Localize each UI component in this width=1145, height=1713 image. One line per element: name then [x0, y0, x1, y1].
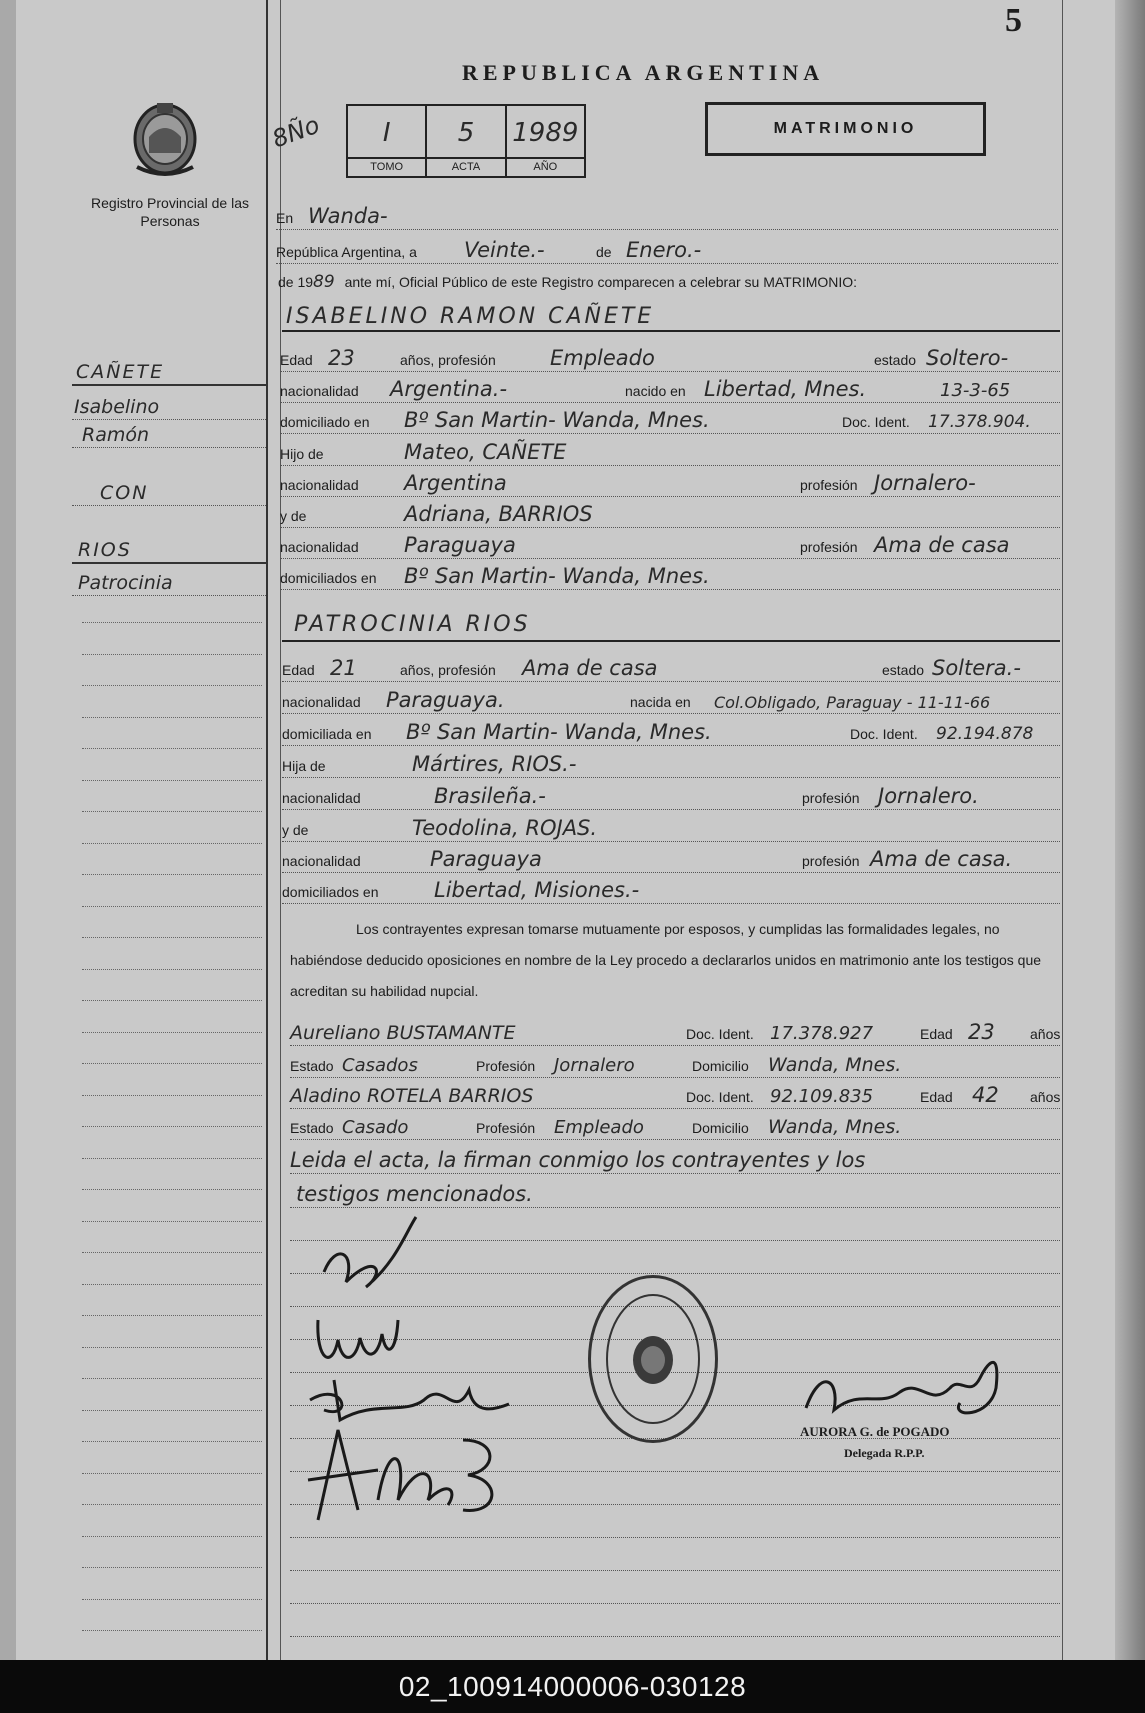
page-right-edge [1115, 0, 1145, 1660]
closing-text-2: testigos mencionados. [296, 1182, 533, 1206]
bride-doc: 92.194.878 [936, 724, 1034, 744]
margin-con-line [72, 472, 266, 506]
bride-mother-profession: Ama de casa. [870, 847, 1013, 871]
ano-cell [507, 106, 584, 176]
margin-ruled-line [82, 685, 262, 686]
margin-ruled-line [82, 969, 262, 970]
witness-2-doc: 92.109.835 [770, 1086, 874, 1107]
bride-profession-label: años, profesión [400, 662, 496, 678]
groom-mother-nat-label: nacionalidad [280, 539, 359, 555]
bride-full-name: PATROCINIA RIOS [294, 612, 531, 637]
witness-1-line [290, 1012, 1060, 1046]
witness-2-line [290, 1075, 1060, 1109]
right-border-line [1062, 0, 1063, 1660]
groom-birthplace: Libertad, Mnes. [704, 377, 867, 401]
declaration-text: Los contrayentes expresan tomarse mutuamente por esposos, y cumplidas las formalidades legales, no habiéndose deducido oposiciones en nombre de la Ley procedo a declararlos unidos en matrimonio ante los testigos que acreditan su habilidad nupcial. [290, 921, 1042, 999]
groom-father-profession: Jornalero- [874, 471, 976, 495]
bride-parents-address: Libertad, Misiones.- [434, 878, 640, 902]
bride-father-line [282, 744, 1060, 778]
bride-mother-prof-label: profesión [802, 853, 860, 869]
official-stamp [588, 1275, 718, 1443]
bride-father: Mártires, RIOS.- [412, 752, 577, 776]
margin-ruled-line [82, 1126, 262, 1127]
margin-bride-surname: RIOS [78, 539, 132, 561]
margin-groom-surname: CAÑETE [76, 361, 165, 383]
bride-father-nat-label: nacionalidad [282, 790, 361, 806]
margin-ruled-line [82, 1504, 262, 1505]
groom-father-nat-label: nacionalidad [280, 477, 359, 493]
groom-doc: 17.378.904. [928, 412, 1031, 432]
closing-line-2 [290, 1174, 1060, 1208]
day-value: Veinte.- [464, 238, 545, 262]
witness-1-address-label: Domicilio [692, 1058, 749, 1074]
groom-nationality: Argentina.- [390, 377, 508, 401]
signature-4 [288, 1420, 508, 1530]
witness-1-age-label: Edad [920, 1026, 953, 1042]
margin-ruled-line [82, 937, 262, 938]
margin-groom-surname-line [72, 352, 266, 386]
bride-parents-address-label: domiciliados en [282, 884, 379, 900]
bride-mother-nat-label: nacionalidad [282, 853, 361, 869]
groom-parents-address-line [280, 556, 1060, 590]
margin-ruled-line [82, 1032, 262, 1033]
margin-ruled-line [82, 1158, 262, 1159]
witness-1-profession: Jornalero [554, 1055, 635, 1076]
groom-address-label: domiciliado en [280, 414, 370, 430]
year-prefix: de 19 [278, 274, 314, 290]
margin-bride-surname-line [72, 530, 266, 564]
bride-father-nat-line [282, 776, 1060, 810]
margin-groom-first: Isabelino [74, 396, 160, 418]
witness-1-status-label: Estado [290, 1058, 334, 1074]
margin-ruled-line [82, 1347, 262, 1348]
bride-father-profession: Jornalero. [878, 784, 979, 808]
margin-ruled-line [82, 1441, 262, 1442]
acta-cell [427, 106, 506, 176]
bride-nationality-line [282, 680, 1060, 714]
bride-mother-nat-line [282, 839, 1060, 873]
margin-ruled-line [82, 1315, 262, 1316]
margin-ruled-line [82, 748, 262, 749]
groom-age: 23 [328, 346, 355, 370]
margin-bride-first: Patrocinia [78, 572, 173, 594]
place-value: Wanda- [308, 204, 388, 228]
witness-1-doc: 17.378.927 [770, 1023, 874, 1044]
place-line [276, 196, 1058, 230]
year-suffix: 89 [313, 272, 335, 292]
margin-ruled-line [82, 622, 262, 623]
page-number: 5 [1005, 2, 1022, 39]
witness-1-status: Casados [342, 1055, 418, 1076]
margin-ruled-line [82, 811, 262, 812]
bride-address: Bº San Martin- Wanda, Mnes. [406, 720, 712, 744]
margin-ruled-line [82, 780, 262, 781]
bride-status: Soltera.- [932, 656, 1021, 680]
record-index-box [346, 104, 586, 178]
margin-ruled-line [82, 654, 262, 655]
groom-father-line [280, 432, 1060, 466]
groom-mother-label: y de [280, 508, 307, 524]
margin-ruled-line [82, 1095, 262, 1096]
witness-1-prof-label: Profesión [476, 1058, 536, 1074]
bride-father-nationality: Brasileña.- [434, 784, 546, 808]
witness-2-name: Aladino ROTELA BARRIOS [290, 1085, 534, 1107]
margin-ruled-line [82, 1000, 262, 1001]
witness-2-prof-label: Profesión [476, 1120, 536, 1136]
margin-ruled-line [82, 1473, 262, 1474]
bride-age-line [282, 648, 1060, 682]
record-type-box: MATRIMONIO [705, 102, 986, 156]
margin-bride-first-line [72, 562, 266, 596]
ano-label: AÑO [507, 157, 584, 176]
witness-1-details-line [290, 1044, 1060, 1078]
margin-ruled-line [82, 1221, 262, 1222]
groom-age-label: Edad [280, 352, 313, 368]
groom-born-label: nacido en [625, 383, 686, 399]
witness-2-status: Casado [342, 1117, 409, 1138]
groom-full-name: ISABELINO RAMON CAÑETE [286, 304, 655, 329]
witness-1-years-label: años [1030, 1026, 1061, 1042]
month-value: Enero.- [626, 238, 702, 262]
bride-birthplace: Col.Obligado, Paraguay - 11-11-66 [714, 693, 991, 712]
year-line [278, 272, 857, 292]
bride-age-label: Edad [282, 662, 315, 678]
groom-mother-nationality: Paraguaya [404, 533, 516, 557]
margin-divider [266, 0, 268, 1660]
registry-name: Registro Provincial de las Personas [91, 195, 249, 229]
acta-value: 5 [457, 118, 475, 148]
ruled-line [290, 1537, 1060, 1538]
groom-parents-address: Bº San Martin- Wanda, Mnes. [404, 564, 710, 588]
witness-1-age: 23 [968, 1020, 995, 1044]
coat-of-arms-icon [127, 97, 203, 179]
groom-parents-address-label: domiciliados en [280, 570, 377, 586]
bride-father-prof-label: profesión [802, 790, 860, 806]
groom-mother-profession: Ama de casa [874, 533, 1010, 557]
bride-mother: Teodolina, ROJAS. [412, 816, 598, 840]
scan-id-bar: 02_100914000006-030128 [0, 1660, 1145, 1713]
ano-value: 1989 [512, 118, 579, 148]
official-name: AURORA G. de POGADO [800, 1424, 950, 1439]
ruled-line [290, 1636, 1060, 1637]
margin-ruled-line [82, 717, 262, 718]
groom-status-label: estado [874, 352, 917, 368]
bride-profession: Ama de casa [522, 656, 658, 680]
margin-ruled-line [82, 1410, 262, 1411]
groom-mother-prof-label: profesión [800, 539, 858, 555]
groom-birthdate: 13-3-65 [940, 380, 1011, 401]
groom-divider [282, 330, 1060, 332]
groom-age-line [280, 338, 1060, 372]
document-title: REPUBLICA ARGENTINA [462, 60, 825, 85]
witness-2-address-label: Domicilio [692, 1120, 749, 1136]
margin-ruled-line [82, 843, 262, 844]
margin-ruled-line [82, 906, 262, 907]
groom-mother-line [280, 494, 1060, 528]
intro-text: ante mí, Oficial Público de este Registro comparecen a celebrar su MATRIMONIO: [344, 274, 858, 290]
groom-father-nationality: Argentina [404, 471, 507, 495]
witness-2-status-label: Estado [290, 1120, 334, 1136]
groom-name-line [276, 296, 1058, 330]
margin-con: CON [100, 482, 149, 504]
bride-parents-address-line [282, 870, 1060, 904]
month-label: de [596, 244, 612, 260]
republic-label: República Argentina, a [276, 244, 417, 260]
bride-doc-label: Doc. Ident. [850, 726, 918, 742]
bride-mother-nationality: Paraguaya [430, 847, 542, 871]
margin-ruled-line [82, 1536, 262, 1537]
tomo-value: I [382, 118, 391, 148]
groom-status: Soltero- [926, 346, 1009, 370]
margin-ruled-line [82, 1063, 262, 1064]
groom-address-line [280, 400, 1060, 434]
margin-ruled-line [82, 1630, 262, 1631]
bride-divider [282, 640, 1060, 642]
margin-annotation: 8Ño [268, 110, 324, 154]
groom-father-prof-label: profesión [800, 477, 858, 493]
witness-2-age: 42 [972, 1083, 999, 1107]
closing-line-1 [290, 1140, 1060, 1174]
date-line [276, 230, 1058, 264]
margin-ruled-line [82, 1189, 262, 1190]
witness-1-name: Aureliano BUSTAMANTE [290, 1022, 516, 1044]
stamp-emblem-icon [591, 1278, 715, 1440]
groom-profession: Empleado [550, 346, 655, 370]
bride-address-label: domiciliada en [282, 726, 372, 742]
witness-1-doc-label: Doc. Ident. [686, 1026, 754, 1042]
tomo-label: TOMO [348, 157, 425, 176]
margin-ruled-line [82, 1567, 262, 1568]
witness-2-doc-label: Doc. Ident. [686, 1089, 754, 1105]
margin-groom-second-line [72, 414, 266, 448]
bride-nationality: Paraguaya. [386, 688, 505, 712]
closing-text-1: Leida el acta, la firman conmigo los contrayentes y los [290, 1148, 866, 1172]
margin-ruled-line [82, 1378, 262, 1379]
bride-address-line [282, 712, 1060, 746]
bride-mother-label: y de [282, 822, 309, 838]
groom-nationality-label: nacionalidad [280, 383, 359, 399]
groom-address: Bº San Martin- Wanda, Mnes. [404, 408, 710, 432]
official-signature [800, 1348, 1010, 1428]
witness-1-address: Wanda, Mnes. [768, 1054, 902, 1076]
bride-age: 21 [330, 656, 357, 680]
bride-born-label: nacida en [630, 694, 691, 710]
ruled-line [290, 1570, 1060, 1571]
groom-profession-label: años, profesión [400, 352, 496, 368]
groom-mother-nat-line [280, 525, 1060, 559]
witness-2-address: Wanda, Mnes. [768, 1116, 902, 1138]
page-binding-edge [0, 0, 16, 1660]
groom-doc-label: Doc. Ident. [842, 414, 910, 430]
bride-status-label: estado [882, 662, 925, 678]
margin-groom-second: Ramón [82, 424, 150, 446]
witness-2-details-line [290, 1106, 1060, 1140]
witness-2-years-label: años [1030, 1089, 1061, 1105]
bride-mother-line [282, 808, 1060, 842]
witness-2-age-label: Edad [920, 1089, 953, 1105]
acta-label: ACTA [427, 157, 504, 176]
tomo-cell [348, 106, 427, 176]
margin-ruled-line [82, 874, 262, 875]
margin-ruled-line [82, 1252, 262, 1253]
groom-mother: Adriana, BARRIOS [404, 502, 593, 526]
signature-1 [316, 1212, 426, 1302]
bride-name-line [276, 604, 1058, 638]
margin-ruled-line [82, 1284, 262, 1285]
groom-father: Mateo, CAÑETE [404, 440, 567, 464]
bride-father-label: Hija de [282, 758, 326, 774]
bride-nationality-label: nacionalidad [282, 694, 361, 710]
ruled-line [290, 1603, 1060, 1604]
groom-father-label: Hijo de [280, 446, 324, 462]
witness-2-profession: Empleado [554, 1117, 644, 1138]
groom-nationality-line [280, 369, 1060, 403]
margin-ruled-line [82, 1599, 262, 1600]
official-title: Delegada R.P.P. [844, 1446, 925, 1460]
groom-father-nat-line [280, 463, 1060, 497]
place-label: En [276, 210, 294, 226]
